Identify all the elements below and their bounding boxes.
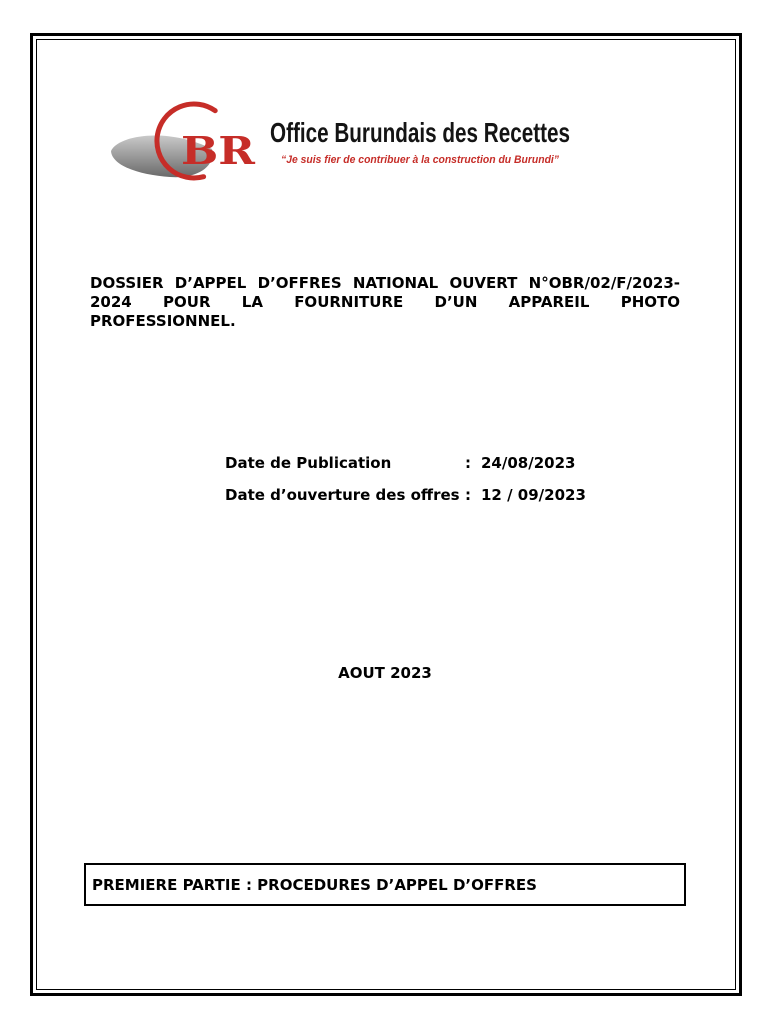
date-label: Date de Publication: [225, 454, 392, 472]
title-line: 2024 POUR LA FOURNITURE D’UN APPAREIL PHOTO: [90, 293, 680, 311]
date-label: Date d’ouverture des offres: [225, 486, 460, 504]
date-separator: :: [465, 486, 471, 504]
title-line: PROFESSIONNEL.: [90, 312, 236, 330]
opening-date-row: [225, 486, 586, 518]
logo-org-name: Office Burundais des Recettes: [270, 117, 570, 148]
logo-tagline: “Je suis fier de contribuer à la construction du Burundi”: [281, 154, 560, 166]
dates-block: [225, 454, 586, 518]
part-heading-box: [84, 863, 686, 906]
date-separator: :: [465, 454, 471, 472]
date-value: 12 / 09/2023: [481, 486, 586, 504]
logo-initials: BR: [181, 128, 256, 173]
part-heading: PREMIERE PARTIE : PROCEDURES D’APPEL D’OFFRES: [92, 876, 537, 894]
publication-date-row: [225, 454, 586, 486]
document-title: [90, 274, 680, 331]
date-value: 24/08/2023: [481, 454, 576, 472]
issue-date: AOUT 2023: [338, 664, 432, 682]
obr-logo: [90, 98, 610, 188]
title-line: DOSSIER D’APPEL D’OFFRES NATIONAL OUVERT N°OBR/02/F/2023-: [90, 274, 680, 292]
